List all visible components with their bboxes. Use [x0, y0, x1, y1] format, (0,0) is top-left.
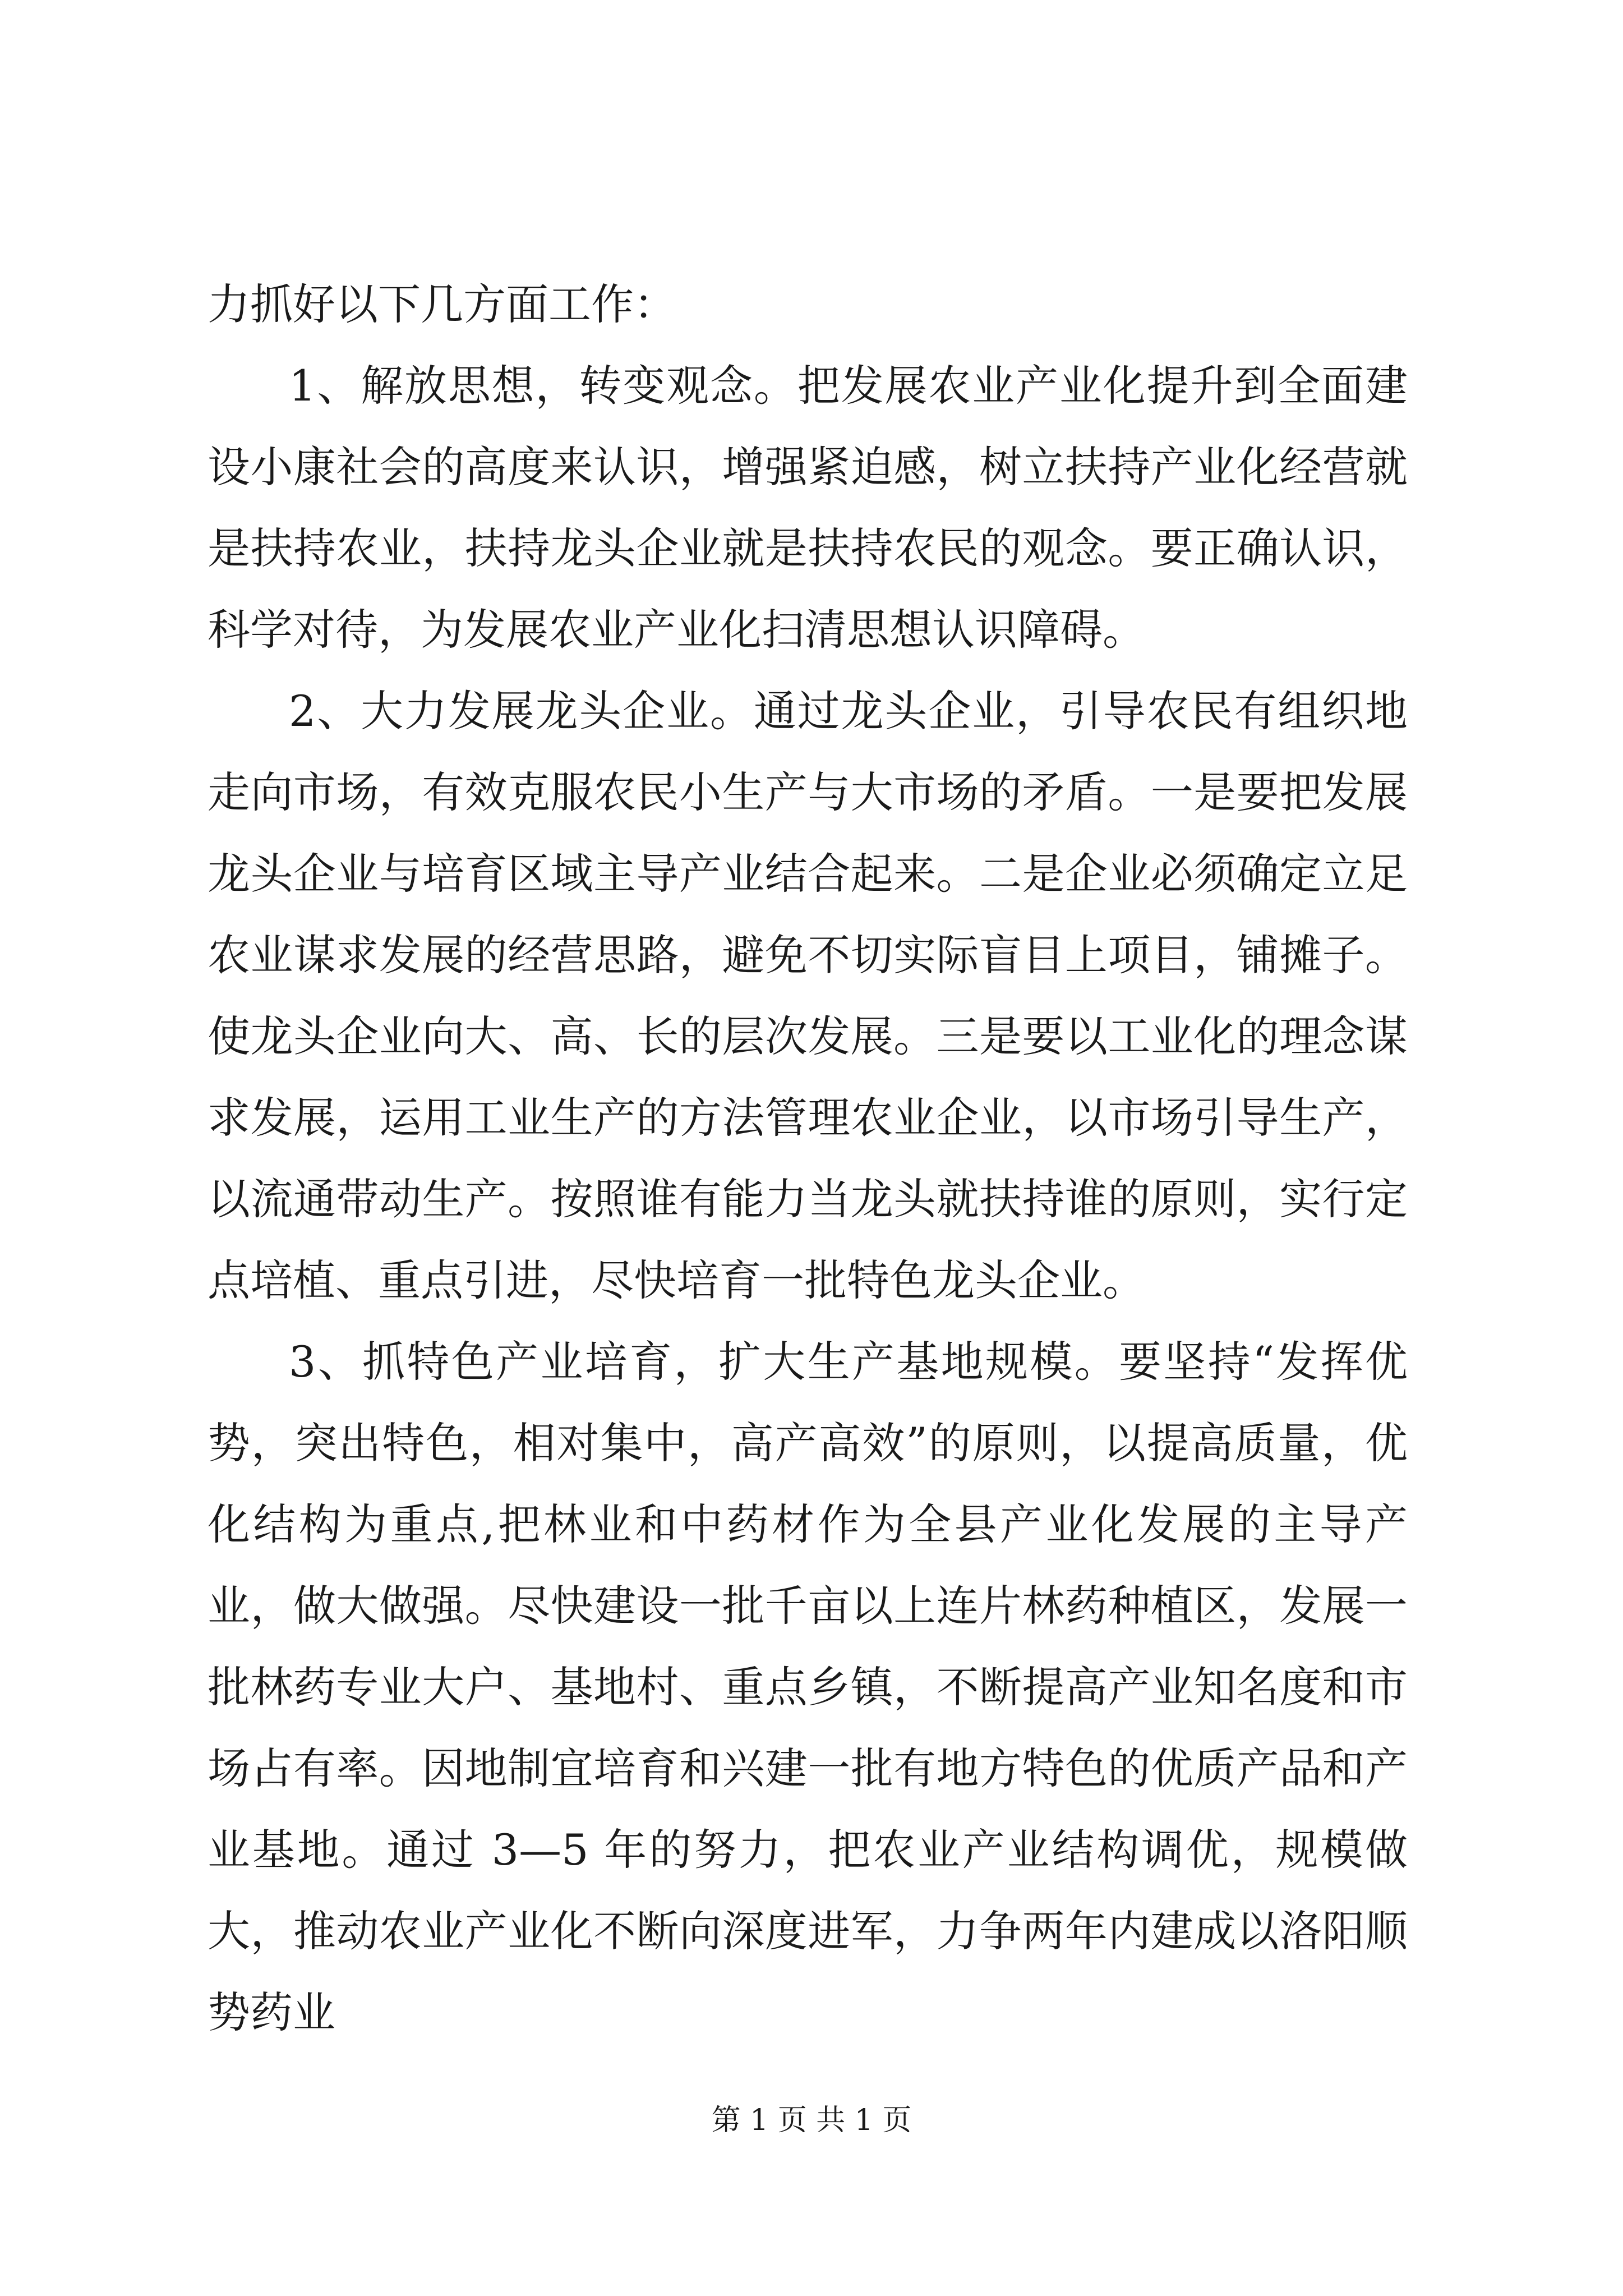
- paragraph-continuation: 力抓好以下几方面工作：: [208, 279, 676, 329]
- page-footer: 第 1 页 共 1 页: [711, 2104, 912, 2137]
- paragraph-item-2: 2、大力发展龙头企业。通过龙头企业，引导农民有组织地走向市场，有效克服农民小生产与大市场的矛盾。一是要把发展龙头企业与培育区域主导产业结合起来。二是企业必须确定立足农业谋求发展的经营思路，避免不切实际盲目上项目，铺摊子。使龙头企业向大、高、长的层次发展。三是要以工业化的理念谋求发展，运用工业生产的方法管理农业企业，以市场引导生产，以流通带动生产。按照谁有能力当龙头就扶持谁的原则，实行定点培植、重点引进，尽快培育一批特色龙头企业。: [208, 686, 1408, 1305]
- paragraph-item-1: 1、解放思想，转变观念。把发展农业产业化提升到全面建设小康社会的高度来认识，增强紧迫感，树立扶持产业化经营就是扶持农业，扶持龙头企业就是扶持农民的观念。要正确认识，科学对待，为发展农业产业化扫清思想认识障碍。: [208, 361, 1408, 655]
- paragraph-item-3: 3、抓特色产业培育，扩大生产基地规模。要坚持“发挥优势，突出特色，相对集中，高产高效”的原则，以提高质量，优化结构为重点,把林业和中药材作为全县产业化发展的主导产业，做大做强。尽快建设一批千亩以上连片林药种植区，发展一批林药专业大户、基地村、重点乡镇，不断提高产业知名度和市场占有率。因地制宜培育和兴建一批有地方特色的优质产品和产业基地。通过 3—5 年的努力，把农业产业结构调优，规模做大，推动农业产业化不断向深度进军，力争两年内建成以洛阳顺势药业: [208, 1337, 1408, 2037]
- document-body: [208, 264, 1408, 2053]
